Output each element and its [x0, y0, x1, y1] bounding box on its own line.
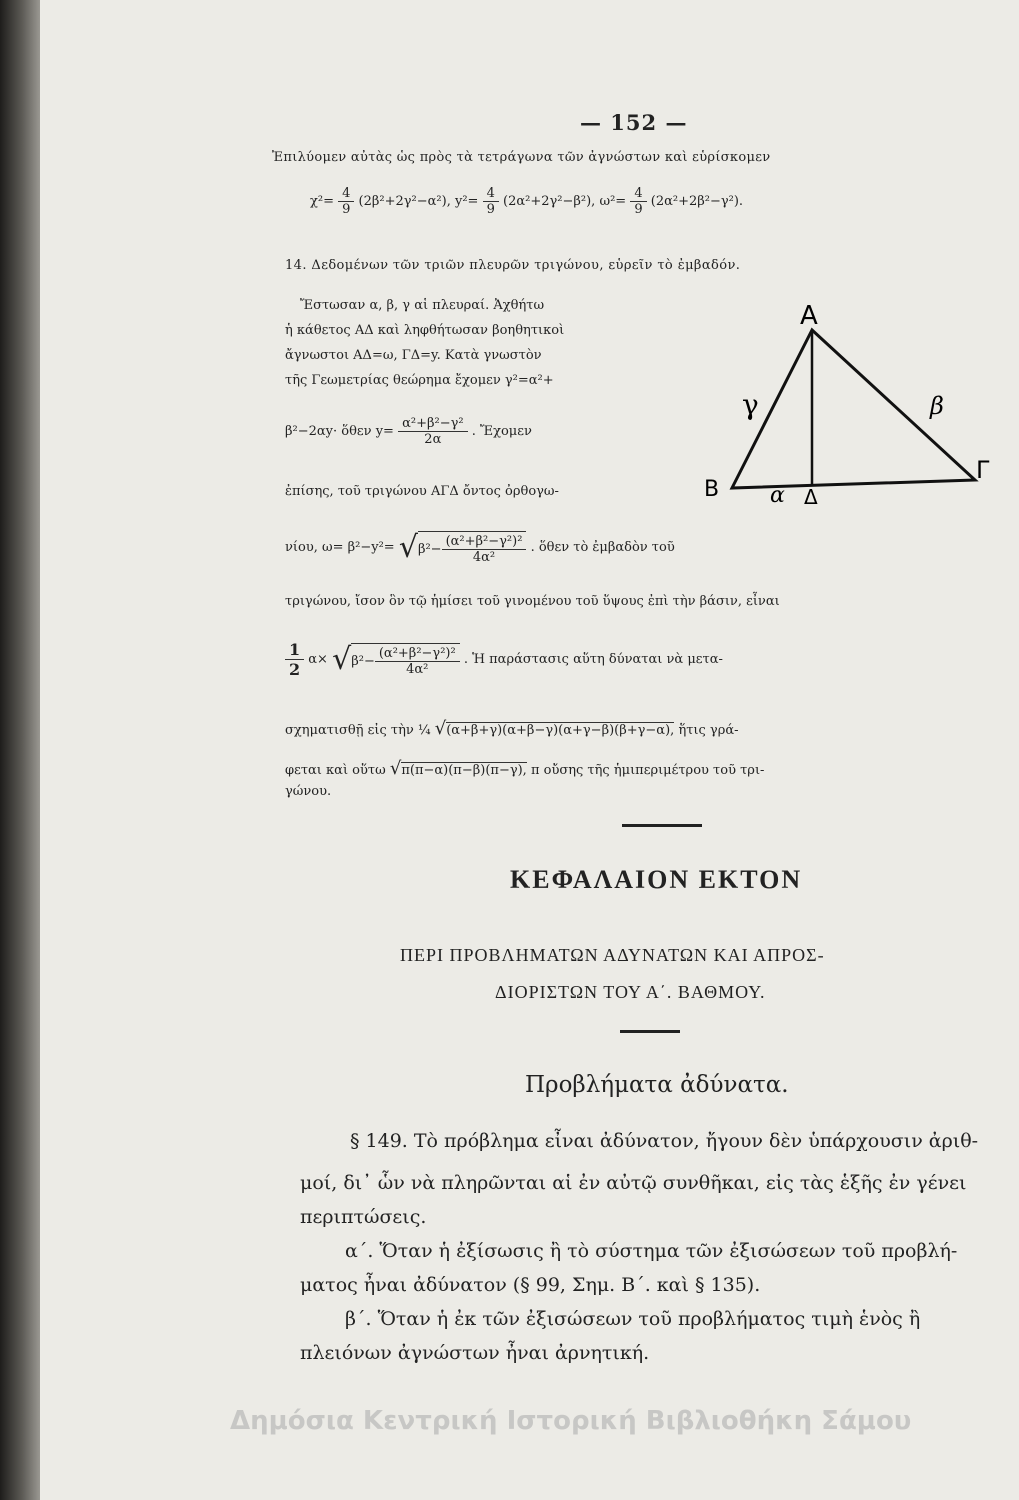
para-149-line-2: μοί, δι᾽ ὧν νὰ πληρῶνται αἱ ἐν αὐτῷ συνθῆκαι, εἰς τὰς ἑξῆς ἐν γένει — [300, 1172, 967, 1194]
heron-prefix: φεται καὶ οὕτω — [285, 763, 386, 778]
sqrt-sign-4: √ — [389, 758, 402, 779]
transform-suffix: ἥτις γρά- — [678, 723, 739, 738]
vertex-a-label: A — [800, 301, 818, 331]
y-formula-line — [285, 416, 532, 447]
area-alpha: α× — [308, 652, 328, 667]
area-suffix: . Ἡ παράστασις αὕτη δύναται νὰ μετα- — [463, 652, 723, 667]
sqrt-sign-3: √ — [434, 718, 447, 739]
problem-14-line-3: ἄγνωστοι ΑΔ=ω, ΓΔ=y. Κατὰ γνωστὸν — [285, 348, 542, 363]
transform-prefix: σχηματισθῇ εἰς τὴν — [285, 723, 414, 738]
library-watermark: Δημόσια Κεντρική Ιστορική Βιβλιοθήκη Σάμου — [230, 1406, 912, 1436]
omega-line-prefix: νίου, ω= β²−y²= — [285, 540, 395, 555]
sqrt-sign-2: √ — [332, 642, 352, 677]
case-a-line-1: α΄. Ὅταν ἡ ἐξίσωσις ἢ τὸ σύστημα τῶν ἐξισώσεων τοῦ προβλή- — [345, 1240, 958, 1262]
omega-rhs: (2α²+2β²−γ²). — [650, 194, 744, 209]
para-149-line-1: § 149. Τὸ πρόβλημα εἶναι ἀδύνατον, ἤγουν δὲν ὑπάρχουσιν ἀριθ- — [350, 1130, 979, 1152]
quarter-fraction: ¼ — [417, 723, 431, 738]
problems-title: Προβλήματα ἀδύνατα. — [525, 1072, 789, 1098]
heron-line — [285, 758, 764, 779]
problem-14-heading: 14. Δεδομένων τῶν τριῶν πλευρῶν τριγώνου, εὑρεῖν τὸ ἐμβαδόν. — [285, 258, 741, 273]
y-rhs: (2α²+2γ²−β²), — [503, 194, 596, 209]
section-title-line-1: ΠΕΡΙ ΠΡΟΒΛΗΜΑΤΩΝ ΑΔΥΝΑΤΩΝ ΚΑΙ ΑΠΡΟΣ- — [400, 945, 825, 965]
chi-rhs: (2β²+2γ²−α²), — [358, 194, 451, 209]
book-page — [40, 0, 1019, 1500]
sqrt-radicand-4: π(π−α)(π−β)(π−γ), — [401, 763, 527, 778]
last-word: γώνου. — [285, 784, 332, 799]
triangle-figure — [700, 300, 1000, 510]
y-line-suffix: . Ἔχομεν — [471, 424, 532, 439]
case-a-line-2: ματος ἦναι ἀδύνατον (§ 99, Σημ. Β΄. καὶ § 135). — [300, 1274, 761, 1296]
foot-delta-label: Δ — [804, 485, 818, 509]
side-beta-label: β — [930, 392, 944, 420]
area-formula-line — [285, 640, 723, 679]
y-fraction: $\frac{\text{α²+β²−γ²}}{2\alpha}$ — [398, 416, 467, 447]
case-b-line-1: β΄. Ὅταν ἡ ἐκ τῶν ἐξισώσεων τοῦ προβλήματος τιμὴ ἑνὸς ἢ — [345, 1308, 921, 1330]
chi-coef: $\frac{4}{9}$ — [338, 186, 354, 217]
problem-14-line-2: ἡ κάθετος ΑΔ καὶ ληφθήτωσαν βοηθητικοὶ — [285, 323, 565, 338]
para-149-line-3: περιπτώσεις. — [300, 1206, 427, 1228]
section-title-line-2: ΔΙΟΡΙΣΤΩΝ ΤΟΥ Α΄. ΒΑΘΜΟΥ. — [495, 982, 766, 1002]
omega-line-suffix: . ὅθεν τὸ ἐμβαδὸν τοῦ — [530, 540, 675, 555]
section-divider-2 — [620, 1030, 680, 1033]
omega-lhs: ω²= — [599, 194, 627, 209]
problem-14-line-4: τῆς Γεωμετρίας θεώρημα ἔχομεν γ²=α²+ — [285, 373, 554, 388]
intro-line: Ἐπιλύομεν αὐτὰς ὡς πρὸς τὰ τετράγωνα τῶν ἀγνώστων καὶ εὑρίσκομεν — [272, 150, 771, 165]
y-lhs: y²= — [455, 194, 479, 209]
omega-coef: $\frac{4}{9}$ — [630, 186, 646, 217]
section-divider-1 — [622, 824, 702, 827]
problem-14-line-1: Ἔστωσαν α, β, γ αἱ πλευραί. Ἀχθήτω — [300, 298, 545, 313]
side-gamma-label: γ — [742, 388, 759, 421]
also-line: ἐπίσης, τοῦ τριγώνου ΑΓΔ ὄντος ὀρθογω- — [285, 484, 559, 499]
book-gutter — [0, 0, 40, 1500]
y-coef: $\frac{4}{9}$ — [483, 186, 499, 217]
page-number: — 152 — — [580, 110, 688, 135]
chapter-title: ΚΕΦΑΛΑΙΟΝ ΕΚΤΟΝ — [510, 865, 803, 894]
sqrt-radicand-1: β²− $\frac{\text{(α²+β²−γ²)²}}{\text{4α²}}$ — [418, 531, 526, 565]
half-fraction: $\frac{1}{2}$ — [285, 640, 304, 679]
sqrt-radicand-3: (α+β+γ)(α+β−γ)(α+γ−β)(β+γ−α), — [446, 723, 675, 738]
formula-line — [310, 186, 743, 217]
vertex-b-label: B — [704, 477, 720, 502]
y-line-prefix: β²−2αy· ὅθεν y= — [285, 424, 394, 439]
sqrt-radicand-2: β²− $\frac{\text{(α²+β²−γ²)²}}{\text{4α²}}$ — [351, 643, 459, 677]
omega-formula-line — [285, 530, 675, 565]
case-b-line-2: πλειόνων ἀγνώστων ἦναι ἀρνητική. — [300, 1342, 650, 1364]
chi-lhs: χ²= — [310, 194, 334, 209]
sqrt-sign-1: √ — [398, 530, 418, 565]
vertex-gamma-label: Γ — [976, 456, 990, 484]
transform-line — [285, 718, 739, 739]
base-line: τριγώνου, ἴσον ὃν τῷ ἡμίσει τοῦ γινομένου τοῦ ὕψους ἐπὶ τὴν βάσιν, εἶναι — [285, 594, 780, 609]
heron-suffix: π οὔσης τῆς ἡμιπεριμέτρου τοῦ τρι- — [530, 763, 765, 778]
side-alpha-label: α — [770, 483, 785, 508]
